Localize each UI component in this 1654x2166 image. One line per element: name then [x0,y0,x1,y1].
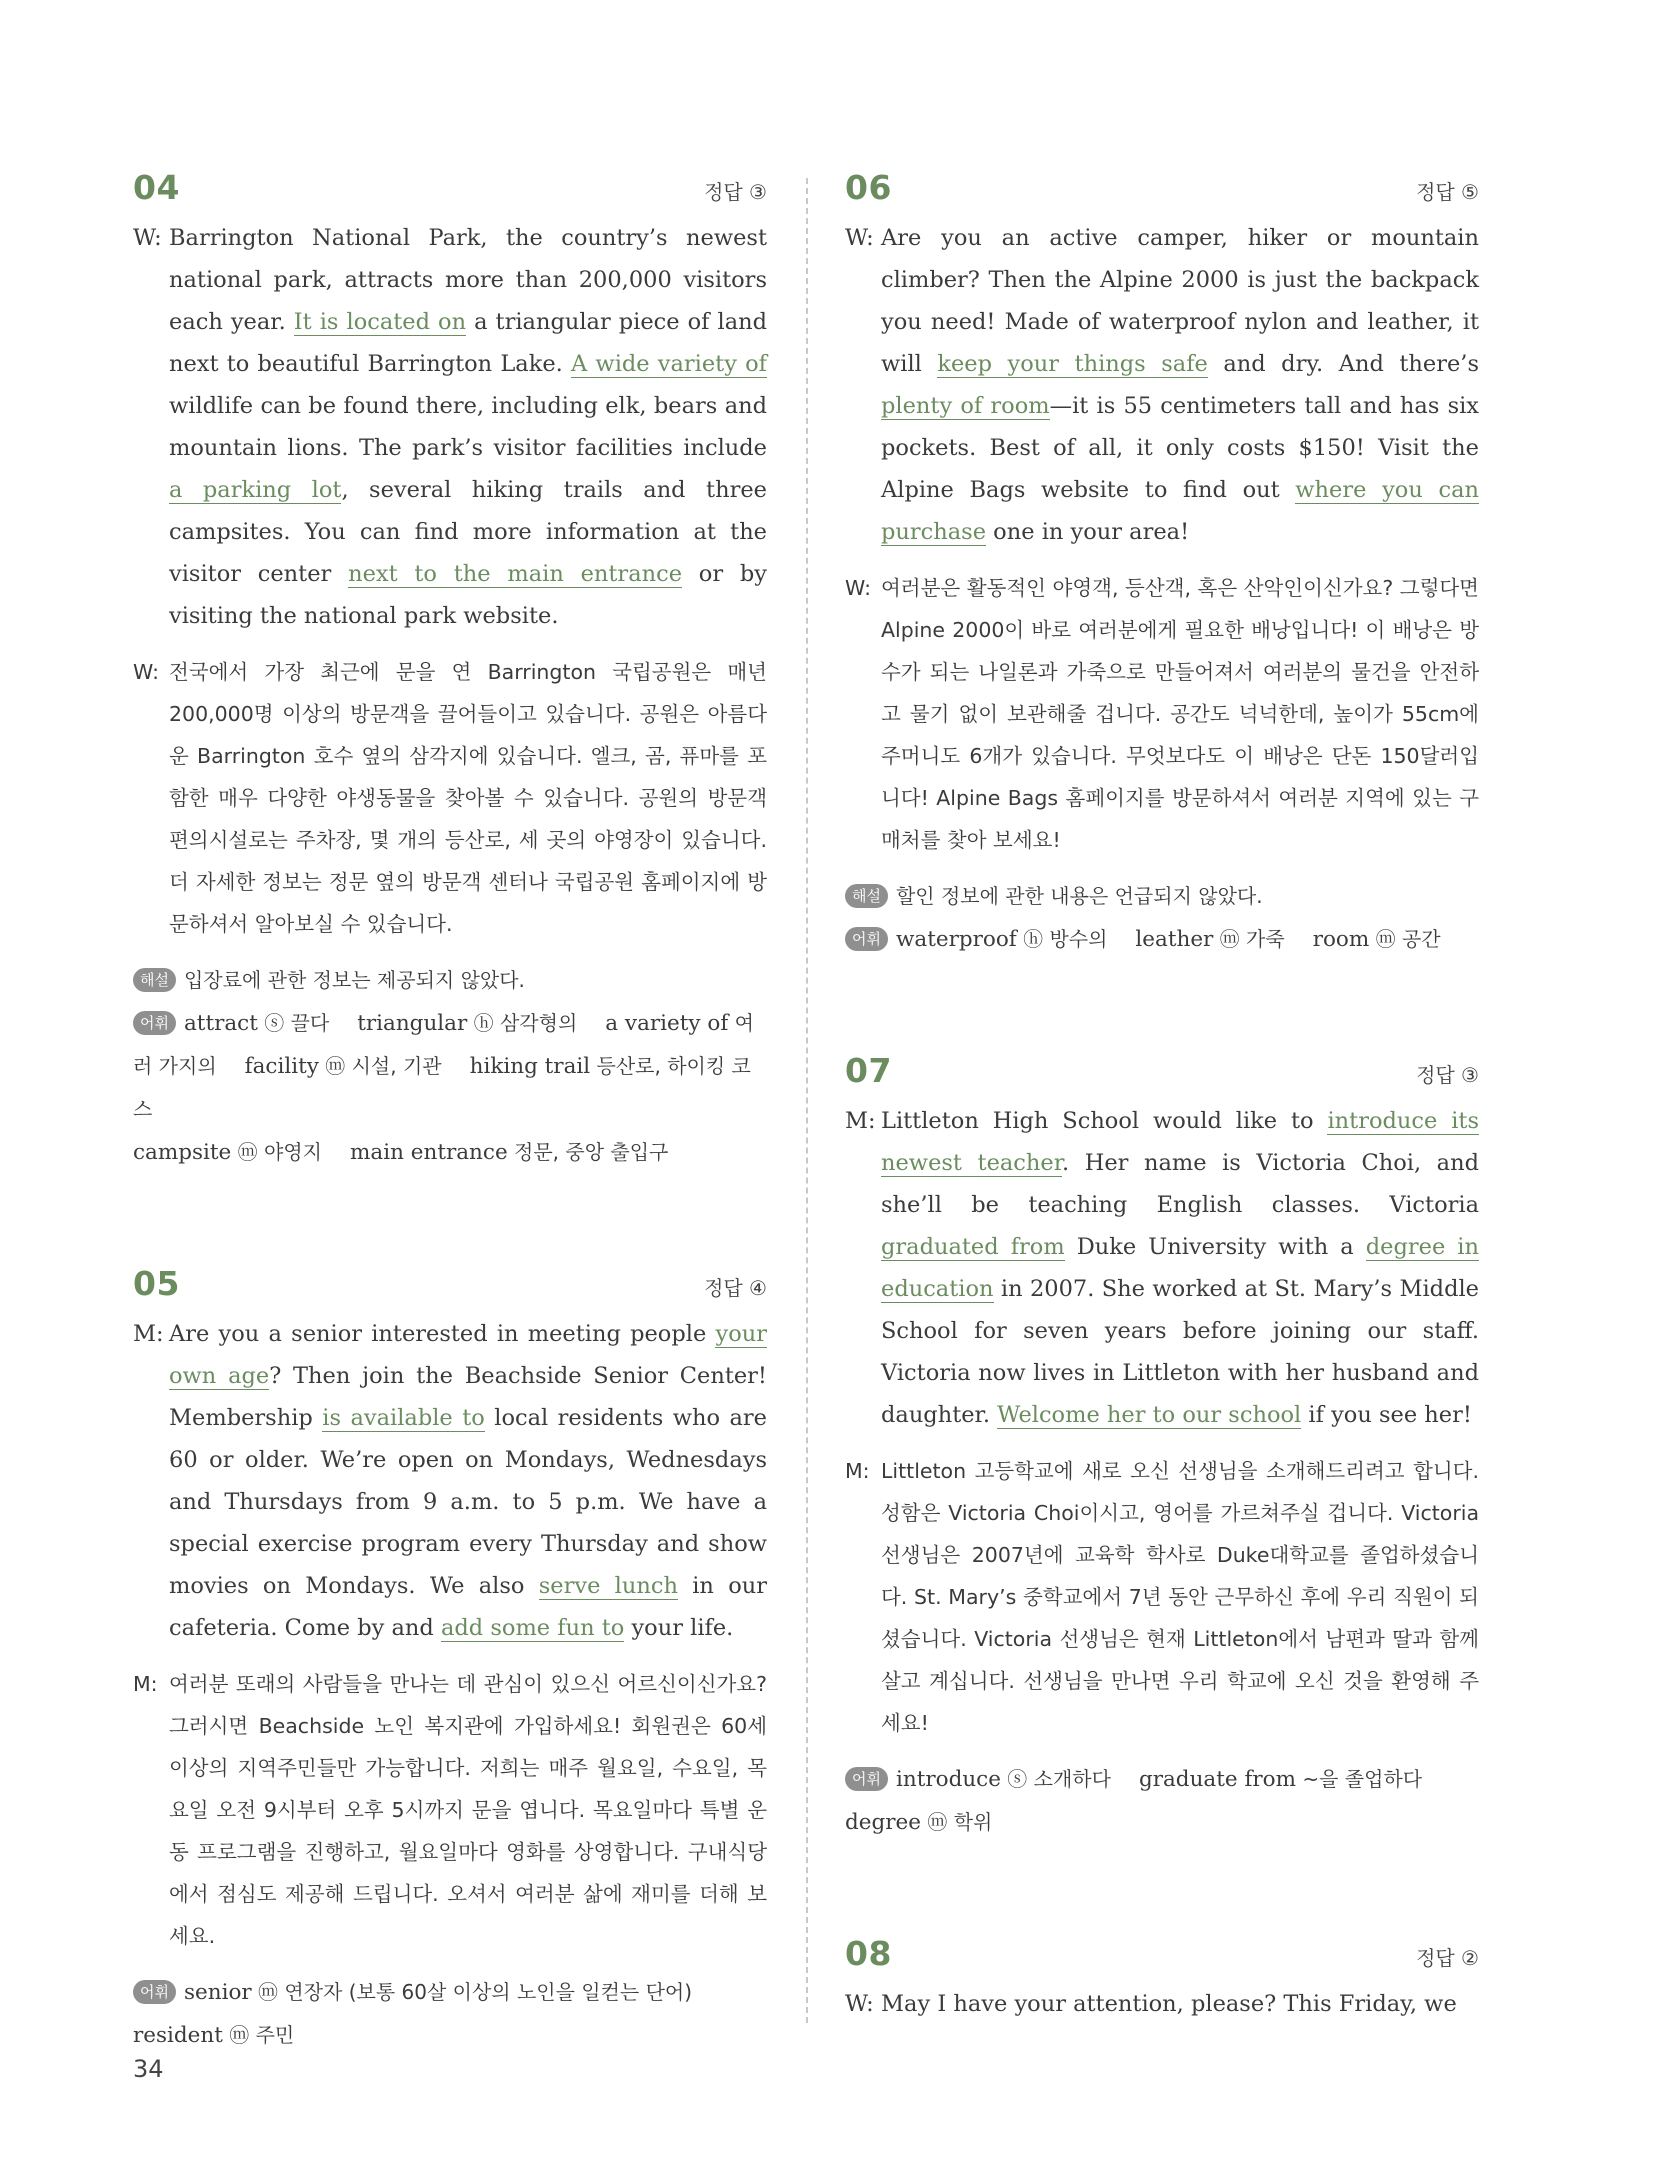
answer-label: 정답 ② [1416,1946,1479,1970]
speaker-label: W: [845,225,874,251]
key-phrase: introduce its newest teacher [881,1108,1479,1176]
vocabulary-tag: 어휘 [133,1011,176,1035]
script-korean: W: 여러분은 활동적인 야영객, 등산객, 혹은 산악인이신가요? 그렇다면 Alpine 2000이 바로 여러분에게 필요한 배낭입니다! 이 배낭은 방수가 되는 나일론과 가죽으로 만들어져서 여러분의 물건을 안전하고 물기 없이 보관해줄 겁니다. 공간도 넉넉한데, 높이가 55cm에 주머니도 6개가 있습니다. 무엇보다도 이 배낭은 단돈 150달러입니다! Alpine Bags 홈페이지를 방문하셔서 여러분 지역에 있는 구매처를 찾아 보세요! [845,567,1479,861]
explanation-tag: 해설 [133,968,176,992]
answer-label: 정답 ④ [704,1276,767,1300]
answer-label: 정답 ③ [704,180,767,204]
script-english: W: Barrington National Park, the country’s newest national park, attracts more than 200,000 visitors each year. It is located on a triangular piece of land next to beautiful Barrington Lake. A wide variety of wildlife can be found there, including elk, bears and mountain lions. The park’s visitor facilities include a parking lot, several hiking trails and three campsites. You can find more information at the visitor center next to the main entrance or by visiting the national park website. [133,217,767,637]
vocabulary-tag: 어휘 [845,1767,888,1791]
explanation-note: 해설 할인 정보에 관한 내용은 언급되지 않았다. [845,875,1479,918]
speaker-label: W: [845,576,871,600]
key-phrase: It is located on [293,309,467,335]
right-column [845,168,1479,2083]
speaker-label: M: [133,1321,164,1347]
question-07 [845,1051,1479,1844]
speaker-label: M: [845,1108,876,1134]
question-number: 06 [845,168,892,207]
key-phrase: is available to [322,1405,485,1431]
left-column [133,168,767,2115]
question-05 [133,1264,767,2057]
script-english: W: Are you an active camper, hiker or mountain climber? Then the Alpine 2000 is just the backpack you need! Made of waterproof nylon and leather, it will keep your things safe and dry. And there’s plenty of room—it is 55 centimeters tall and has six pockets. Best of all, it only costs $150! Visit the Alpine Bags website to find out where you can purchase one in your area! [845,217,1479,553]
vocabulary-note: 어휘 senior ⓜ 연장자 (보통 60살 이상의 노인을 일컫는 단어) resident ⓜ 주민 [133,1980,693,2048]
script-english: M: Are you a senior interested in meeting people your own age? Then join the Beachside Senior Center! Membership is available to local residents who are 60 or older. We’re open on Mondays, Wednesdays and Thursdays from 9 a.m. to 5 p.m. We have a special exercise program every Thursday and show movies on Mondays. We also serve lunch in our cafeteria. Come by and add some fun to your life. [133,1313,767,1649]
key-phrase: degree in education [881,1234,1479,1302]
speaker-label: W: [133,660,159,684]
answer-label: 정답 ⑤ [1416,180,1479,204]
question-08 [845,1934,1479,2025]
speaker-label: W: [845,1991,874,2017]
vocabulary-note: 어휘 attract ⓢ 끌다 triangular ⓗ 삼각형의 a variety of 여러 가지의 facility ⓜ 시설, 기관 hiking trail 등산로, 하이킹 코스 campsite ⓜ 야영지 main entrance 정문, 중앙 출입구 [133,1011,754,1165]
key-phrase: keep your things safe [937,351,1208,377]
speaker-label: M: [133,1672,158,1696]
key-phrase: serve lunch [538,1573,678,1599]
vocabulary-note: 어휘 introduce ⓢ 소개하다 graduate from ~을 졸업하다 degree ⓜ 학위 [845,1767,1423,1835]
page-number: 34 [133,2055,164,2083]
question-04 [133,168,767,1174]
question-number: 04 [133,168,180,207]
key-phrase: add some fun to [440,1615,625,1641]
explanation-tag: 해설 [845,884,888,908]
question-06 [845,168,1479,961]
key-phrase: your own age [169,1321,767,1389]
vocabulary-note: 어휘 waterproof ⓗ 방수의 leather ⓜ 가죽 room ⓜ 공간 [845,918,1479,961]
key-phrase: A wide variety of [571,351,767,377]
question-number: 05 [133,1264,180,1303]
answer-label: 정답 ③ [1416,1063,1479,1087]
key-phrase: a parking lot [169,477,342,503]
key-phrase: where you can purchase [881,477,1479,545]
script-korean: M: Littleton 고등학교에 새로 오신 선생님을 소개해드리려고 합니다. 성함은 Victoria Choi이시고, 영어를 가르쳐주실 겁니다. Victoria 선생님은 2007년에 교육학 학사로 Duke대학교를 졸업하셨습니다. St. Mary’s 중학교에서 7년 동안 근무하신 후에 우리 직원이 되셨습니다. Victoria 선생님은 현재 Littleton에서 남편과 딸과 함께 살고 계십니다. 선생님을 만나면 우리 학교에 오신 것을 환영해 주세요! [845,1450,1479,1744]
key-phrase: Welcome her to our school [997,1402,1302,1428]
key-phrase: graduated from [881,1234,1065,1260]
speaker-label: W: [133,225,162,251]
vocabulary-tag: 어휘 [845,927,888,951]
key-phrase: next to the main entrance [348,561,683,587]
vocabulary-tag: 어휘 [133,1980,176,2004]
question-number: 07 [845,1051,892,1090]
question-number: 08 [845,1934,892,1973]
key-phrase: plenty of room [881,393,1050,419]
speaker-label: M: [845,1459,870,1483]
script-english: M: Littleton High School would like to introduce its newest teacher. Her name is Victoria Choi, and she’ll be teaching English classes. Victoria graduated from Duke University with a degree in education in 2007. She worked at St. Mary’s Middle School for seven years before joining our staff. Victoria now lives in Littleton with her husband and daughter. Welcome her to our school if you see her! [845,1100,1479,1436]
script-korean: W: 전국에서 가장 최근에 문을 연 Barrington 국립공원은 매년 200,000명 이상의 방문객을 끌어들이고 있습니다. 공원은 아름다운 Barrington 호수 옆의 삼각지에 있습니다. 엘크, 곰, 퓨마를 포함한 매우 다양한 야생동물을 찾아볼 수 있습니다. 공원의 방문객 편의시설로는 주차장, 몇 개의 등산로, 세 곳의 야영장이 있습니다. 더 자세한 정보는 정문 옆의 방문객 센터나 국립공원 홈페이지에 방문하셔서 알아보실 수 있습니다. [133,651,767,945]
script-english: W: May I have your attention, please? This Friday, we [845,1983,1479,2025]
explanation-note: 해설 입장료에 관한 정보는 제공되지 않았다. [133,959,767,1002]
script-korean: M: 여러분 또래의 사람들을 만나는 데 관심이 있으신 어르신이신가요? 그러시면 Beachside 노인 복지관에 가입하세요! 회원권은 60세 이상의 지역주민들만 가능합니다. 저희는 매주 월요일, 수요일, 목요일 오전 9시부터 오후 5시까지 문을 엽니다. 목요일마다 특별 운동 프로그램을 진행하고, 월요일마다 영화를 상영합니다. 구내식당에서 점심도 제공해 드립니다. 오셔서 여러분 삶에 재미를 더해 보세요. [133,1663,767,1957]
column-divider [806,178,808,2023]
